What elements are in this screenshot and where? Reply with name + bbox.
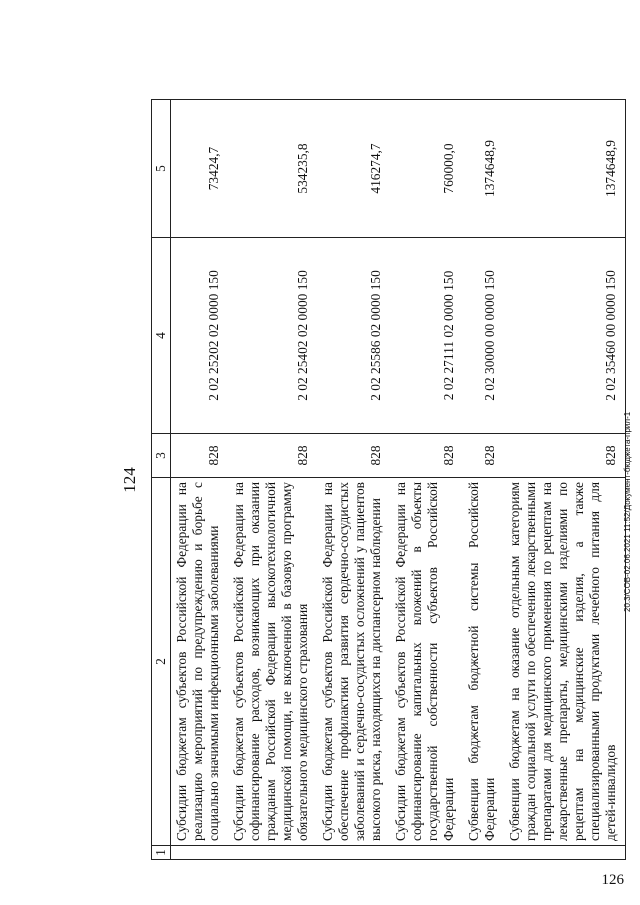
row-amount: 760000,0 — [390, 100, 463, 238]
row-admin-code: 828 — [171, 434, 229, 478]
page-number-top: 124 — [120, 467, 139, 493]
row-name: Субвенции бюджетам бюджетной системы Российской Федерации — [463, 478, 504, 846]
document-stamp: 20.3/COB-02.06.2021 11:52/Документ-бюджета-прил-1 — [623, 411, 632, 612]
row-name: Субвенции бюджетам на оказание отдельным категориям граждан социальной услуги по обеспечению лекарственными препаратами для медицинского применения по рецептам на лекарственные препараты, медицинскими изделиями по рецептам на медицинские изделия, а также специализированными продуктами лечебного питания для детей-инвалидов — [504, 478, 626, 846]
budget-table — [151, 99, 626, 860]
row-name: Субсидии бюджетам субъектов Российской Федерации на софинансирование расходов, возникающих при оказании гражданам Российской Федерации высокотехнологичной медицинской помощи, не включенной в базовую программу обязательного медицинского страхования — [228, 478, 317, 846]
row-num-cell — [463, 846, 504, 860]
row-admin-code: 828 — [228, 434, 317, 478]
row-budget-code: 2 02 25402 02 0000 150 — [228, 238, 317, 434]
row-admin-code: 828 — [317, 434, 390, 478]
row-admin-code: 828 — [504, 434, 626, 478]
row-amount: 416274,7 — [317, 100, 390, 238]
header-col-5: 5 — [152, 100, 171, 238]
row-amount: 534235,8 — [228, 100, 317, 238]
row-num-cell — [228, 846, 317, 860]
row-budget-code: 2 02 27111 02 0000 150 — [390, 238, 463, 434]
row-amount: 1374648,9 — [504, 100, 626, 238]
row-num-cell — [171, 846, 229, 860]
row-name: Субсидии бюджетам субъектов Российской Федерации на софинансирование капитальных вложений в объекты государственной собственности субъектов Российской Федерации — [390, 478, 463, 846]
header-col-4: 4 — [152, 238, 171, 434]
header-col-2: 2 — [152, 478, 171, 846]
table-row — [390, 100, 463, 860]
row-admin-code: 828 — [463, 434, 504, 478]
row-name: Субсидии бюджетам субъектов Российской Федерации на обеспечение профилактики развития сердечно-сосудистых заболеваний и сердечно-сосудистых осложнений у пациентов высокого риска, находящихся на диспансерном наблюдении — [317, 478, 390, 846]
table-row — [171, 100, 229, 860]
header-row — [152, 100, 171, 860]
table-row — [463, 100, 504, 860]
row-amount: 1374648,9 — [463, 100, 504, 238]
rotated-content — [120, 100, 618, 860]
row-budget-code: 2 02 25586 02 0000 150 — [317, 238, 390, 434]
table-row — [228, 100, 317, 860]
row-admin-code: 828 — [390, 434, 463, 478]
header-col-3: 3 — [152, 434, 171, 478]
table-row — [504, 100, 626, 860]
header-col-1: 1 — [152, 846, 171, 860]
row-amount: 73424,7 — [171, 100, 229, 238]
row-num-cell — [317, 846, 390, 860]
page-number-footer: 126 — [601, 872, 624, 888]
row-name: Субсидии бюджетам субъектов Российской Федерации на реализацию мероприятий по предупреждению и борьбе с социально значимыми инфекционными заболеваниями — [171, 478, 229, 846]
row-num-cell — [504, 846, 626, 860]
row-budget-code: 2 02 30000 00 0000 150 — [463, 238, 504, 434]
row-num-cell — [390, 846, 463, 860]
row-budget-code: 2 02 25202 02 0000 150 — [171, 238, 229, 434]
row-budget-code: 2 02 35460 00 0000 150 — [504, 238, 626, 434]
table-row — [317, 100, 390, 860]
